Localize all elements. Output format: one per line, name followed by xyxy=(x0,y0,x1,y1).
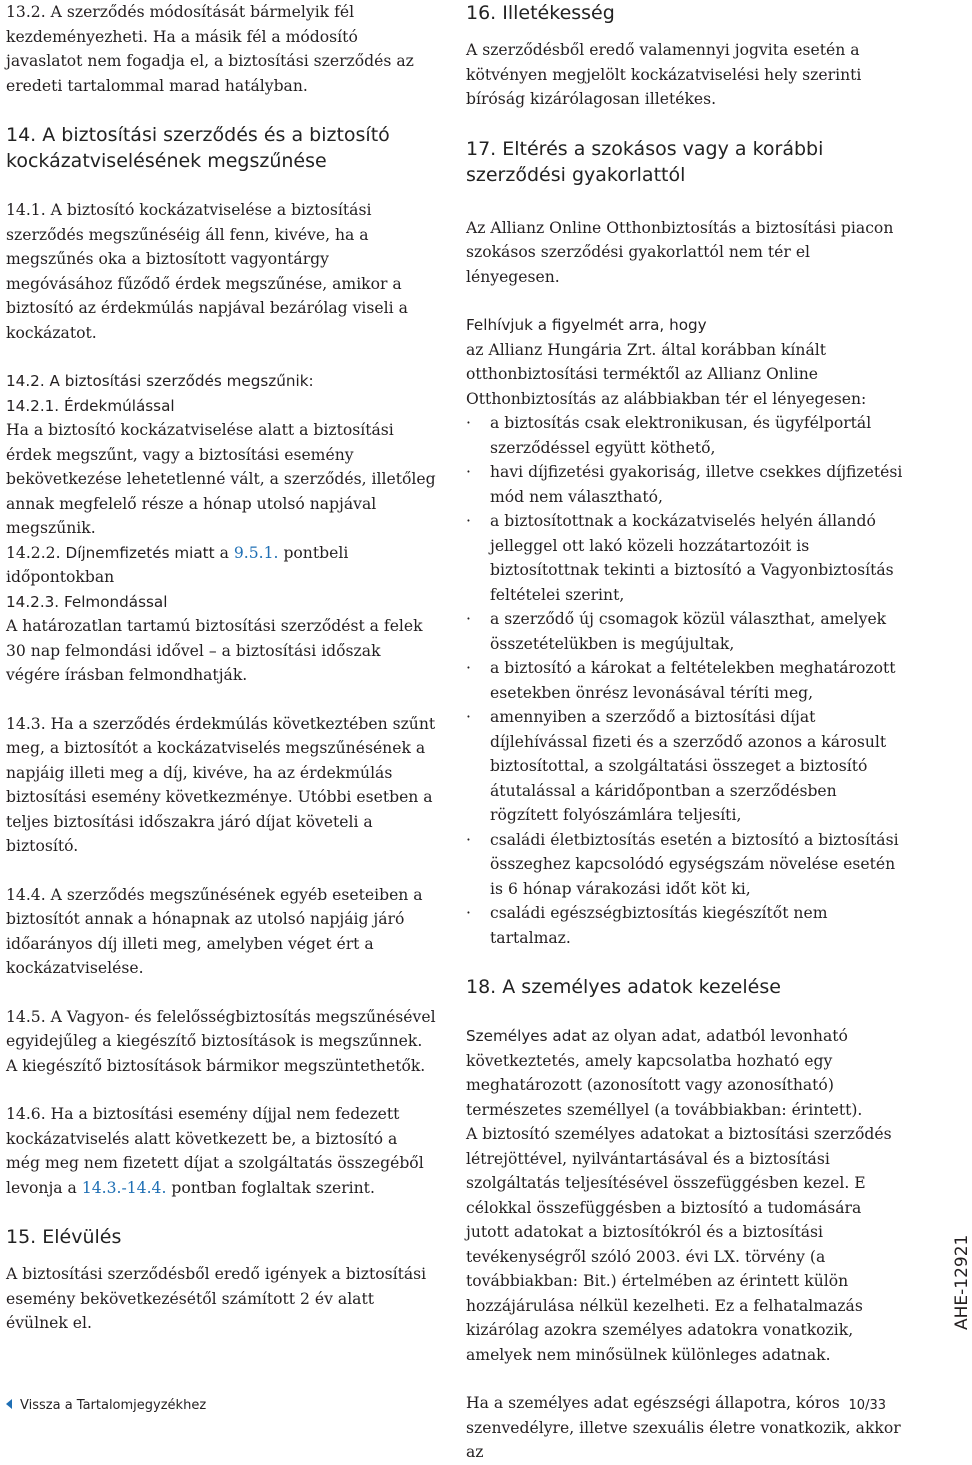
section-14-2-1-text: Ha a biztosító kockázatviselése alatt a biztosítási érdek megszűnt, vagy a biztosítási esemény bekövetkezése lehetetlenné vált, a szerződés, illetőleg annak megfelelő része a hónap utolsó napjával megszűnik. xyxy=(6,421,436,537)
attention-text: az Allianz Hungária Zrt. által korábban kínált otthonbiztosítási terméktől az Allianz Online Otthonbiztosítás az alábbiakban tér el lényegesen: xyxy=(466,340,867,408)
heading-15: 15. Elévülés xyxy=(6,1226,122,1248)
heading-17: 17. Eltérés a szokásos vagy a korábbi szerződési gyakorlattól xyxy=(466,137,824,186)
section-14-2-2-connector: a xyxy=(219,543,229,562)
heading-16: 16. Illetékesség xyxy=(466,2,615,24)
list-item: · a szerződő új csomagok közül választhat, amelyek összetételükben is megújultak, xyxy=(466,607,906,656)
section-14-4: 14.4. A szerződés megszűnésének egyéb eseteiben a biztosítót annak a hónapnak az utolsó napjáig járó időarányos díj illeti meg, amelyben véget ért a kockázatviselése. xyxy=(6,885,423,977)
difference-list xyxy=(466,411,906,950)
section-14-2-1-title: 14.2.1. Érdekmúlással xyxy=(6,396,175,415)
section-14-2-2-number: 14.2.2. xyxy=(6,543,61,562)
section-14-2-2 xyxy=(6,541,436,590)
heading-18: 18. A személyes adatok kezelése xyxy=(466,976,781,998)
page-number: 10/33 xyxy=(848,1398,886,1413)
heading-14: 14. A biztosítási szerződés és a biztosító kockázatviselésének megszűnése xyxy=(6,124,390,172)
list-item: · családi életbiztosítás esetén a biztosító a biztosítási összeghez kapcsolódó egységszám növelése esetén is 6 hónap várakozási időt köt ki, xyxy=(466,828,906,902)
chevron-left-icon xyxy=(6,1399,12,1409)
list-item: · a biztosítás csak elektronikusan, és ügyfélportál szerződéssel együtt köthető, xyxy=(466,411,906,460)
section-15: A biztosítási szerződésből eredő igények a biztosítási esemény bekövetkezésétől számított 2 év alatt évülnek el. xyxy=(6,1265,427,1332)
section-14-2-2-rest: pontbeli időpontokban xyxy=(6,543,349,586)
section-18-body: A biztosító személyes adatokat a biztosítási szerződés létrejöttével, nyilvántartásával és a biztosítási szolgáltatás teljesítésével összefüggésben kezel. E célokkal összefüggésben a biztosító a tudomására jutott adatokat a biztosítókról és a biztosítási tevékenységről szóló 2003. évi LX. törvény (a továbbiakban: Bit.) értelmében az érintett külön hozzájárulása nélkül kezelheti. Ez a felhatalmazás kizárólag azokra személyes adatokra vonatkozik, amelyek nem minősülnek különleges adatnak. xyxy=(466,1125,892,1364)
list-item: · a biztosítottnak a kockázatviselés helyén állandó jelleggel ott lakó közeli hozzátartozóit is biztosítottnak tekinti a biztosító a Vagyonbiztosítás feltételei szerint, xyxy=(466,509,906,607)
personal-data-definition: az olyan adat, adatból levonható következtetés, amely kapcsolatba hozható egy meghatározott (azonosított vagy azonosítható) természetes személlyel (a továbbiakban: érintett). xyxy=(466,1027,863,1119)
section-14-2-2-bold: Díjnemfizetés miatt xyxy=(65,543,215,562)
section-18-health: Ha a személyes adat egészségi állapotra, kóros szenvedélyre, illetve szexuális életre vonatkozik, akkor az xyxy=(466,1394,901,1461)
section-14-3: 14.3. Ha a szerződés érdekmúlás következtében szűnt meg, a biztosítót a kockázatviselés megszűnésének a napjáig illeti meg a díj, kivéve, ha az érdekmúlás biztosítási esemény következménye. Utóbbi esetben a teljes biztosítási időszakra járó díjat követeli a biztosító. xyxy=(6,714,436,855)
section-13-2: 13.2. A szerződés módosítását bármelyik fél kezdeményezheti. Ha a másik fél a módosító javaslatot nem fogadja el, a biztosítási szerződés az eredeti tartalommal marad hatályban. xyxy=(6,3,414,95)
section-14-6 xyxy=(6,1102,436,1200)
list-item: · családi egészségbiztosítás kiegészítőt nem tartalmaz. xyxy=(466,901,906,950)
document-code: AHE-12921 xyxy=(952,1234,972,1330)
section-14-5: 14.5. A Vagyon- és felelősségbiztosítás megszűnésével egyidejűleg a kiegészítő biztosítások is megszűnnek. A kiegészítő biztosítások bármikor megszüntethetők. xyxy=(6,1007,436,1075)
left-column xyxy=(6,0,436,1336)
back-to-contents-link[interactable] xyxy=(6,1398,206,1413)
section-16: A szerződésből eredő valamennyi jogvita esetén a kötvényen megjelölt kockázatviselési hely szerinti bíróság kizárólagosan illetékes. xyxy=(466,41,862,108)
personal-data-term: Személyes adat xyxy=(466,1027,587,1045)
section-14-6-text: 14.6. Ha a biztosítási esemény díjjal nem fedezett kockázatviselés alatt következett be, a biztosító a még meg nem fizetett díjat a szolgáltatás összegéből levonja a xyxy=(6,1105,424,1197)
reference-link-9-5-1[interactable]: 9.5.1. xyxy=(233,543,279,562)
list-item: · havi díjfizetési gyakoriság, illetve csekkes díjfizetési mód nem választható, xyxy=(466,460,906,509)
right-column xyxy=(466,0,906,1465)
section-14-2-3-title: 14.2.3. Felmondással xyxy=(6,592,168,611)
attention-label: Felhívjuk a figyelmét arra, hogy xyxy=(466,316,707,334)
list-item: · a biztosító a károkat a feltételekben meghatározott esetekben önrész levonásával téríti meg, xyxy=(466,656,906,705)
section-14-6-rest: pontban foglaltak szerint. xyxy=(171,1178,375,1197)
section-18-definition xyxy=(466,1024,906,1122)
reference-link-14-3-14-4[interactable]: 14.3.-14.4. xyxy=(81,1178,167,1197)
footer xyxy=(6,1396,886,1418)
section-14-2-title: 14.2. A biztosítási szerződés megszűnik: xyxy=(6,372,314,390)
back-to-contents-label: Vissza a Tartalomjegyzékhez xyxy=(20,1398,207,1413)
section-14-1: 14.1. A biztosító kockázatviselése a biztosítási szerződés megszűnéséig áll fenn, kivéve, ha a megszűnés oka a biztosított vagyontárgy megóvásához fűződő érdek megszűnése, amikor a biztosító az érdekmúlás napjával bezárólag viseli a kockázatot. xyxy=(6,201,408,342)
list-item: · amennyiben a szerződő a biztosítási díjat díjlehívással fizeti és a szerződő azonos a károsult biztosítottal, a szolgáltatási összeget a biztosító átutalással a káridőpontban a szerződésben rögzített folyószámlára teljesíti, xyxy=(466,705,906,828)
section-14-2-3-text: A határozatlan tartamú biztosítási szerződést a felek 30 nap felmondási idővel – a biztosítási időszak végére írásban felmondhatják. xyxy=(6,617,423,684)
section-17: Az Allianz Online Otthonbiztosítás a biztosítási piacon szokásos szerződési gyakorlattól nem tér el lényegesen. xyxy=(466,218,894,286)
